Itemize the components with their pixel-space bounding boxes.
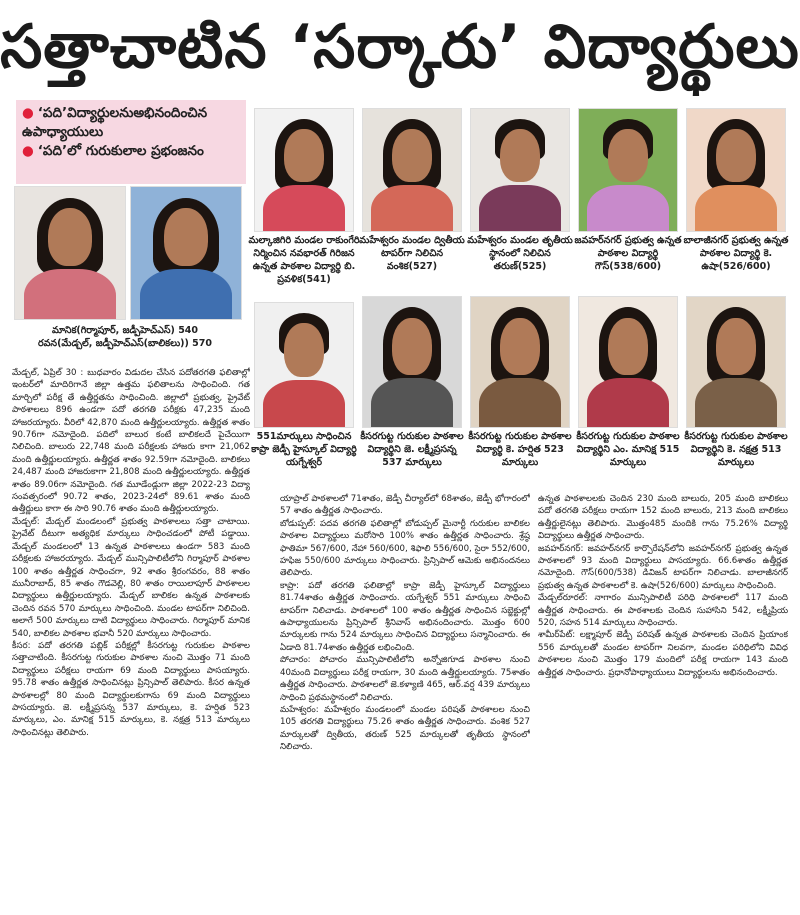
page-headline: సత్తాచాటిన ‘సర్కారు’ విద్యార్థులు xyxy=(0,12,800,82)
uniform-shape xyxy=(371,378,453,428)
student-photo xyxy=(686,108,786,232)
student-photo xyxy=(470,296,570,428)
photo-caption: కీసరగుట్ట గురుకుల పాఠశాల విద్యార్థిని కె. నక్షత్ర 513 మార్కులు xyxy=(684,431,788,468)
student-photo xyxy=(578,108,678,232)
face-shape xyxy=(284,323,323,378)
photo-caption: 551మార్కులు సాధించిన కాప్రా జెడ్పీ హైస్కూల్ విద్యార్థి యగ్నేశ్వర్ xyxy=(251,431,357,468)
uniform-shape xyxy=(263,185,345,232)
paragraph: మేడ్చల్: మేడ్చల్ మండలంలో ప్రభుత్వ పాఠశాలలు సత్తా చాటాయి. ప్రైవేట్ దీటుగా అత్యధిక మార్కులు సాధించడంలో పోటీ పడ్డాయి. మేడ్చల్ మండలంలో 13 ఉన్నత పాఠశాలలు ఉండగా 583 మంది పరీక్షలకు హాజరయ్యారు. మేడ్చల్ మున్సిపాలిటీలోని గిర్మాపూర్ పాఠశాల 100 శాతం ఉత్తీర్ణత సాధించగా, 92 శాతం శ్రీరంగవరం, 88 శాతం మునీరాబాద్, 85 శాతం గౌడవెల్లి, 80 శాతం రాయిలాపూర్ పాఠశాలల విద్యార్థులు ఉత్తీర్ణులయ్యారు. మేడ్చల్ బాలికల ఉన్నత పాఠశాలకు చెందిన రవన 570 మార్కులు సాధించింది. మండల టాపర్‌గా నిలిచింది. అలాగే 500 మార్కులు దాటి విద్యార్థులు సాధించారు. గిర్మాపూర్ మానిక 540, బాలికల పాఠశాల భవానీ 520 మార్కులు సాధించారు. xyxy=(12,516,250,639)
highlight-text: ‘పది’విద్యార్థులనుఅభినందించిన ఉపాధ్యాయులు xyxy=(22,105,208,140)
paragraph: కీసర: పదో తరగతి పబ్లిక్ పరీక్షల్లో కీసరగుట్ట గురుకుల పాఠశాల సత్తాచాటింది. కీసరగుట్ట గురుకుల పాఠశాల నుంచి మొత్తం 71 మంది విద్యార్థులు పరీక్షలు రాయగా 69 మంది విద్యార్థులు పాసయ్యారు. 95.78 శాతం ఉత్తీర్ణత సాధించినట్లు ప్రిన్సిపాల్ తెలిపారు. కీసర ఉన్నత పాఠశాలల్లో 80 మంది విద్యార్థులకుగాను 69 మంది విద్యార్థులు పాసయ్యారు. జె. లక్ష్మీప్రసన్న 537 మార్కులు, కె. హర్షిత 523 మార్కులు, ఎం. మానిక్ష 515 మార్కులు, కె. నక్షత్ర 513 మార్కులు సాధించినట్లు తెలిపారు. xyxy=(12,640,250,738)
student-photo xyxy=(254,108,354,232)
paragraph: పోచారం: పోచారం మున్సిపాలిటీలోని అన్నోజిగూడ పాఠశాల నుంచి 40మంది విద్యార్థులు పరీక్ష రాయగా, 30 మంది ఉత్తీర్ణులయ్యారు. 75శాతం ఉత్తీర్ణత సాధించారు. పాఠశాలలో జె.కళ్యాణి 465, ఆర్.వర్ష 439 మార్కులు సాధించి ప్రథమస్థానంలో నిలిచారు. xyxy=(280,655,530,703)
student-photo xyxy=(362,296,462,428)
highlights-box xyxy=(16,100,246,184)
uniform-shape xyxy=(24,269,116,320)
photo-caption: కీసరగుట్ట గురుకుల పాఠశాల విద్యార్థి కె. హర్షిత 523 మార్కులు xyxy=(468,431,572,468)
face-shape xyxy=(500,129,539,183)
paragraph: మేడ్చల్‌రూరల్: నాగారం మున్సిపాలిటీ పరిధి పాఠశాలలో 117 మంది ఉత్తీర్ణత సాధించారు. ఈ పాఠశాలకు చెందిన సుహాసిని 542, లక్ష్మీప్రియ 520, సహన 514 మార్కులు సాధించారు. xyxy=(538,593,788,629)
student-photo xyxy=(130,186,242,320)
student-photo xyxy=(362,108,462,232)
photo-caption: మహేశ్వరం మండల ద్వితీయ టాపర్‌గా నిలిచిన వంశిక(527) xyxy=(359,235,465,272)
face-shape xyxy=(392,129,431,183)
paragraph: ఉన్నత పాఠశాలలకు చెందిన 230 మంది బాలురు, 205 మంది బాలికలు పదో తరగతి పరీక్షలు రాయగా 152 మంది బాలురు, 213 మంది బాలికలు ఉత్తీర్ణులైనట్లు తెలిపారు. మొత్తం485 మందికి గాను 75.26% విద్యార్థి విద్యార్థులు ఉత్తీర్ణత సాధించారు. xyxy=(538,494,788,542)
photo-caption: బాలాజీనగర్ ప్రభుత్వ ఉన్నత పాఠశాల విద్యార్థి కె. ఉషా(526/600) xyxy=(683,235,789,272)
uniform-shape xyxy=(587,185,669,232)
uniform-shape xyxy=(695,185,777,232)
article-column-2 xyxy=(280,493,530,912)
article-column-3 xyxy=(538,493,788,912)
bullet-icon: ● xyxy=(22,105,34,121)
uniform-shape xyxy=(140,269,232,320)
face-shape xyxy=(392,318,431,375)
paragraph: మహేశ్వరం: మహేశ్వరం మండలంలో మండల పరిషత్ పాఠశాలల నుంచి 105 తరగతి విద్యార్థులు 75.26 శాతం ఉత్తీర్ణత సాధించారు. వంశిక 527 మార్కులతో ద్వితీయ, తరుణ్ 525 మార్కులతో తృతీయ స్థానంలో నిలిచారు. xyxy=(280,704,530,753)
face-shape xyxy=(48,208,92,266)
face-shape xyxy=(608,318,647,375)
face-shape xyxy=(716,129,755,183)
photo-caption: జవహర్‌నగర్ ప్రభుత్వ ఉన్నత పాఠశాల విద్యార్థి గౌస్(538/600) xyxy=(574,235,682,272)
paragraph: జవహర్‌నగర్: జవహర్‌నగర్ కార్పొరేషన్‌లోని జవహర్‌నగర్ ప్రభుత్వ ఉన్నత పాఠశాలలో 93 మంది విద్యార్థులు పాసయ్యారు. 66.6శాతం ఉత్తీర్ణత నమోదైంది. గౌస్(600/538) డివిజన్ టాపర్‌గా నిలిచాడు. బాలాజీనగర్ ప్రభుత్వ ఉన్నత పాఠశాలలో కె. ఉషా(526/600) మార్కులు సాధించింది. xyxy=(538,543,788,591)
photo-caption: మల్కాజిగిరి మండల రాకుంగేరి నిర్మించిన నవభారత్ గిరిజన ఉన్నత పాఠశాల విద్యార్థి బి. ప్రవళిక(541) xyxy=(248,235,360,285)
student-photo xyxy=(686,296,786,428)
uniform-shape xyxy=(695,378,777,428)
student-photo xyxy=(254,302,354,428)
paragraph: శామీర్‌పేట్: లక్ష్మాపూర్ జెడ్పీ పరిషత్ ఉన్నత పాఠశాలకు చెందిన ప్రియాంక 556 మార్కులతో మండల టాపర్‌గా నిలవగా, మండల పరిధిలోని వివిధ పాఠశాలల నుంచి మొత్తం 179 మందిలో పరీక్ష రాయగా 143 మంది ఉత్తీర్ణత సాధించారు. ప్రధానోపాధ్యాయులు విద్యార్థులను అభినందించారు. xyxy=(538,630,788,678)
paragraph: మేడ్చల్, ఏప్రిల్ 30 : బుధవారం విడుదల చేసిన పదోతరగతి ఫలితాల్లో ఇంటర్‌లో మాదిరిగానే జిల్లా ఉత్తమ ఫలితాలను సాధించింది. గత మార్చిలో పరీక్ష తే ఉత్తీర్ణతను సాధించింది. జిల్లాలో ప్రభుత్వ, ప్రైవేట్ పాఠశాలలు 896 ఉండగా పదో తరగతి పరీక్షకు 47,235 మంది హాజరయ్యారు. వీరిలో 42,870 మంది ఉత్తీర్ణులయ్యారు. ఉత్తీర్ణత శాతం 90.76గా నమోదైంది. పదిలో బాలుర కంటే బాలికలదే పైచేయిగా నిలిచింది. బాలురు 22,748 మంది పరీక్షలకు హాజరు కాగా 21,062 మంది ఉత్తీర్ణులయ్యారు. ఉత్తీర్ణత శాతం 92.59గా నమోదైంది. బాలికలు 24,487 మంది హాజరుకాగా 21,808 మంది ఉత్తీర్ణులయ్యారు. ఉత్తీర్ణత శాతం 89.06గా నమోదైంది. గత మూడేండ్లుగా జిల్లా 2022-23 విద్యా సంవత్సరంలో 90.72 శాతం, 2023-24లో 89.61 శాతం మంది ఉత్తీర్ణులు కాగా ఈ సారి 90.76 శాతం మంది ఉత్తీర్ణులయ్యారు. xyxy=(12,368,250,515)
paragraph: బోడుప్పల్: పదవ తరగతి ఫలితాల్లో బోడుప్పల్ మైనార్టీ గురుకుల బాలికల పాఠశాల విద్యార్థులు మరోసారి 100% శాతం ఉత్తీర్ణత సాధించారు. శ్రేష్ఠ ఫాతిమా 567/600, నేహా 560/600, శిఫాలి 556/600, సైరా 552/600, హఫిజ 550/600 మార్కులు సాధించారు. ప్రిన్సిపాల్ ఆమెకు అభినందనలు తెలిపారు. xyxy=(280,518,530,579)
student-photo xyxy=(14,186,126,320)
uniform-shape xyxy=(371,185,453,232)
student-photo xyxy=(578,296,678,428)
uniform-shape xyxy=(479,378,561,428)
photo-caption: మానిక(గిర్మాపూర్, జడ్పీహెచ్ఎస్) 540 రవన(మేడ్చల్, జడ్పీహెచ్ఎస్(బాలికలు)) 570 xyxy=(38,325,212,349)
bullet-icon: ● xyxy=(22,143,34,159)
face-shape xyxy=(284,129,323,183)
face-shape xyxy=(500,318,539,375)
photo-caption: కీసరగుట్ట గురుకుల పాఠశాల విద్యార్థిని ఎం. మానిక్ష 515 మార్కులు xyxy=(576,431,680,468)
face-shape xyxy=(716,318,755,375)
paragraph: కాప్రా: పదో తరగతి ఫలితాల్లో కాప్రా జెడ్పీ హైస్కూల్ విద్యార్థులు 81.74శాతం ఉత్తీర్ణత సాధించారు. యగ్నేశ్వర్ 551 మార్కులు సాధించి టాపర్‌గా నిలిచాడు. పాఠశాలలో 100 శాతం ఉత్తీర్ణత సాధించిన సబ్జెక్టుల్లో ఉపాధ్యాయులను ప్రిన్సిపాల్ శ్రీనివాస్ అభినందించారు. మొత్తం 600 మార్కులకు గాను 524 మార్కులు సాధించిన విద్యార్థులు సన్మానించారు. ఈ ఏడాది 81.74శాతం ఉత్తీర్ణత లభించింది. xyxy=(280,580,530,653)
paragraph: యాప్రాల్ పాఠశాలలో 71శాతం, జెడ్పీ చీర్యాల్‌లో 68శాతం, జెడ్పీ భోగారంలో 57 శాతం ఉత్తీర్ణత సాధించారు. xyxy=(280,494,530,517)
highlight-item xyxy=(22,104,240,142)
article-column-1 xyxy=(12,367,250,912)
student-photo xyxy=(470,108,570,232)
photo-caption: మహేశ్వరం మండల తృతీయ స్థానంలో నిలిచిన తరుణ్(525) xyxy=(467,235,573,272)
uniform-shape xyxy=(479,185,561,232)
face-shape xyxy=(164,208,208,266)
face-shape xyxy=(608,129,647,183)
uniform-shape xyxy=(587,378,669,428)
uniform-shape xyxy=(263,380,345,428)
highlight-item xyxy=(22,142,240,161)
highlight-text: ‘పది’లో గురుకులాల ప్రభంజనం xyxy=(37,143,204,159)
photo-caption: కీసరగుట్ట గురుకుల పాఠశాల విద్యార్థిని జె. లక్ష్మీప్రసన్న 537 మార్కులు xyxy=(360,431,464,468)
